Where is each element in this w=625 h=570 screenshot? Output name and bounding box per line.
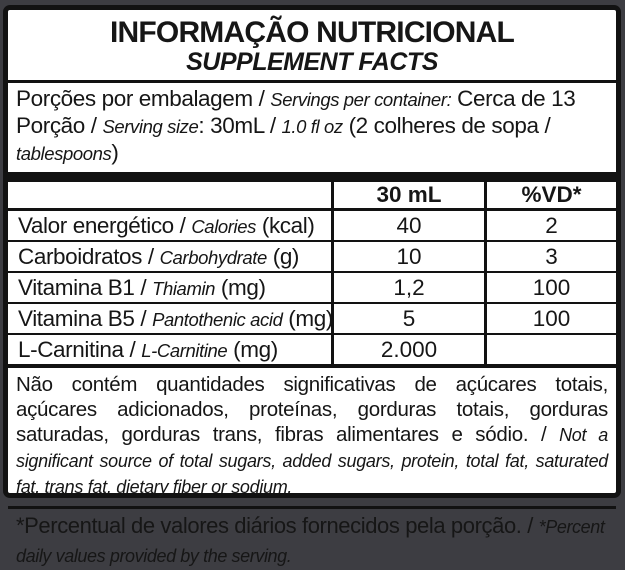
table-row: [8, 302, 616, 333]
serving-size-mid: : 30mL /: [198, 113, 282, 138]
serving-size-pt: Porção /: [16, 113, 103, 138]
dv-value: [484, 335, 616, 364]
dv-value: 100: [484, 304, 616, 333]
table-row: [8, 208, 616, 240]
table-row: [8, 271, 616, 302]
nutrient-name: [8, 306, 331, 332]
nutrient-name: [8, 213, 331, 239]
amount-value: 10: [331, 242, 484, 271]
dv-value: 2: [484, 211, 616, 240]
not-significant-pt: Não contém quantidades significativas de açúcares totais, açúcares adicionados, proteínas, gorduras totais, gorduras saturadas, gorduras trans, fibras alimentares e sódio. /: [16, 373, 608, 446]
servings-per-container-pt: Porções por embalagem /: [16, 86, 271, 111]
nutrient-name-en: Pantothenic acid: [152, 308, 283, 330]
serving-size-paren-en: tablespoons: [16, 143, 112, 164]
nutrient-unit: (kcal): [256, 212, 315, 238]
nutrient-name-pt: L-Carnitina /: [18, 336, 142, 362]
not-significant-en: Not a significant source of total sugars, added sugars, protein, total fat, saturated fat, trans fat, dietary fiber or sodium.: [16, 425, 608, 497]
dv-value: 100: [484, 273, 616, 302]
serving-size-en: Serving size: [102, 116, 199, 137]
servings-per-container-value: Cerca de 13: [451, 86, 576, 111]
nutrient-name: [8, 337, 331, 363]
amount-value: 5: [331, 304, 484, 333]
servings-per-container: [16, 86, 608, 113]
label-title: INFORMAÇÃO NUTRICIONAL: [109, 16, 515, 49]
nutrient-name-en: L-Carnitine: [141, 339, 228, 361]
servings-per-container-en: Servings per container:: [270, 89, 452, 110]
column-header-dv: %VD*: [484, 182, 616, 208]
nutrient-name-pt: Valor energético /: [18, 212, 192, 238]
serving-size-floz: 1.0 fl oz: [281, 116, 343, 137]
nutrient-name-pt: Vitamina B5 /: [18, 305, 153, 331]
amount-value: 40: [331, 211, 484, 240]
serving-size: [16, 113, 608, 167]
nutrient-unit: (g): [266, 243, 300, 269]
nutrient-unit: (mg): [227, 336, 278, 362]
nutrient-name: [8, 244, 331, 270]
nutrient-name: [8, 275, 331, 301]
nutrient-name-pt: Carboidratos /: [18, 243, 160, 269]
nutrient-name-en: Thiamin: [152, 277, 216, 299]
column-header-amount: 30 mL: [331, 182, 484, 208]
serving-size-close: ): [111, 140, 119, 165]
thick-divider-bar: [8, 172, 616, 182]
amount-value: 1,2: [331, 273, 484, 302]
amount-value: 2.000: [331, 335, 484, 364]
serving-size-paren-pt: (2 colheres de sopa /: [342, 113, 551, 138]
nutrient-name-en: Carbohydrate: [159, 246, 267, 268]
table-header-row: [8, 182, 616, 208]
dv-value: 3: [484, 242, 616, 271]
daily-value-pt: *Percentual de valores diários fornecidos pela porção. /: [16, 513, 539, 538]
nutrient-unit: (mg): [215, 274, 266, 300]
daily-value-en: *Percent daily values provided by the serving.: [16, 517, 605, 566]
daily-value-note: [8, 509, 616, 570]
serving-info: [8, 83, 616, 167]
nutrient-name-en: Calories: [191, 215, 257, 237]
nutrient-unit: (mg): [282, 305, 333, 331]
nutrient-name-pt: Vitamina B1 /: [18, 274, 153, 300]
table-row: [8, 333, 616, 364]
table-row: [8, 240, 616, 271]
label-subtitle: SUPPLEMENT FACTS: [186, 48, 438, 76]
nutrition-label: [3, 5, 621, 566]
not-significant-note: [8, 368, 616, 502]
nutrition-table: [8, 182, 616, 364]
